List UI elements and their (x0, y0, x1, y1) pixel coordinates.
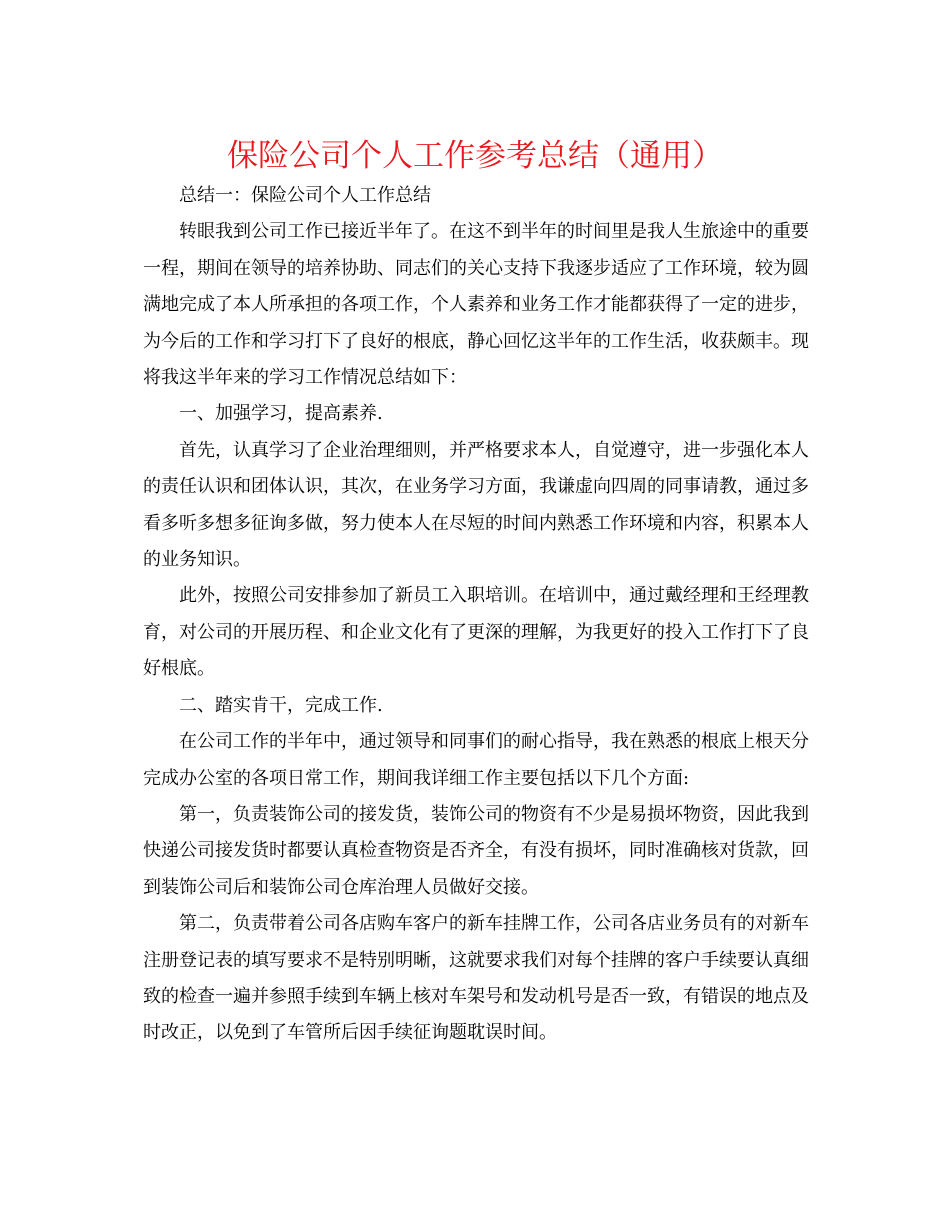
paragraph: 第一，负责装饰公司的接发货，装饰公司的物资有不少是易损坏物资，因此我到快递公司接发货时都要认真检查物资是否齐全，有没有损坏，同时准确核对货款，回到装饰公司后和装饰公司仓库治理人员做好交接。 (143, 803, 809, 898)
paragraph: 转眼我到公司工作已接近半年了。在这不到半年的时间里是我人生旅途中的重要一程，期间在领导的培养协助、同志们的关心支持下我逐步适应了工作环境，较为圆满地完成了本人所承担的各项工作，个人素养和业务工作才能都获得了一定的进步，为今后的工作和学习打下了良好的根底，静心回忆这半年的工作生活，收获颇丰。现将我这半年来的学习工作情况总结如下： (143, 221, 809, 389)
document-title: 保险公司个人工作参考总结（通用） (227, 138, 723, 174)
paragraph: 此外，按照公司安排参加了新员工入职培训。在培训中，通过戴经理和王经理教育，对公司的开展历程、和企业文化有了更深的理解，为我更好的投入工作打下了良好根底。 (143, 585, 809, 680)
paragraph: 在公司工作的半年中，通过领导和同事们的耐心指导，我在熟悉的根底上根天分完成办公室的各项日常工作，期间我详细工作主要包括以下几个方面: (143, 731, 809, 789)
paragraph: 首先，认真学习了企业治理细则，并严格要求本人，自觉遵守，进一步强化本人的责任认识和团体认识，其次，在业务学习方面，我谦虚向四周的同事请教，通过多看多听多想多征询多做，努力使本人在尽短的时间内熟悉工作环境和内容，积累本人的业务知识。 (143, 439, 809, 571)
section-heading: 总结一：保险公司个人工作总结 (179, 185, 431, 206)
section-heading: 二、踏实肯干，完成工作. (179, 694, 383, 716)
paragraph: 第二，负责带着公司各店购车客户的新车挂牌工作，公司各店业务员有的对新车注册登记表的填写要求不是特别明晰，这就要求我们对每个挂牌的客户手续要认真细致的检查一遍并参照手续到车辆上核对车架号和发动机号是否一致，有错误的地点及时改正，以免到了车管所后因手续征询题耽误时间。 (143, 913, 809, 1044)
document-body (143, 178, 809, 1052)
section-heading: 一、加强学习，提高素养. (179, 403, 383, 425)
